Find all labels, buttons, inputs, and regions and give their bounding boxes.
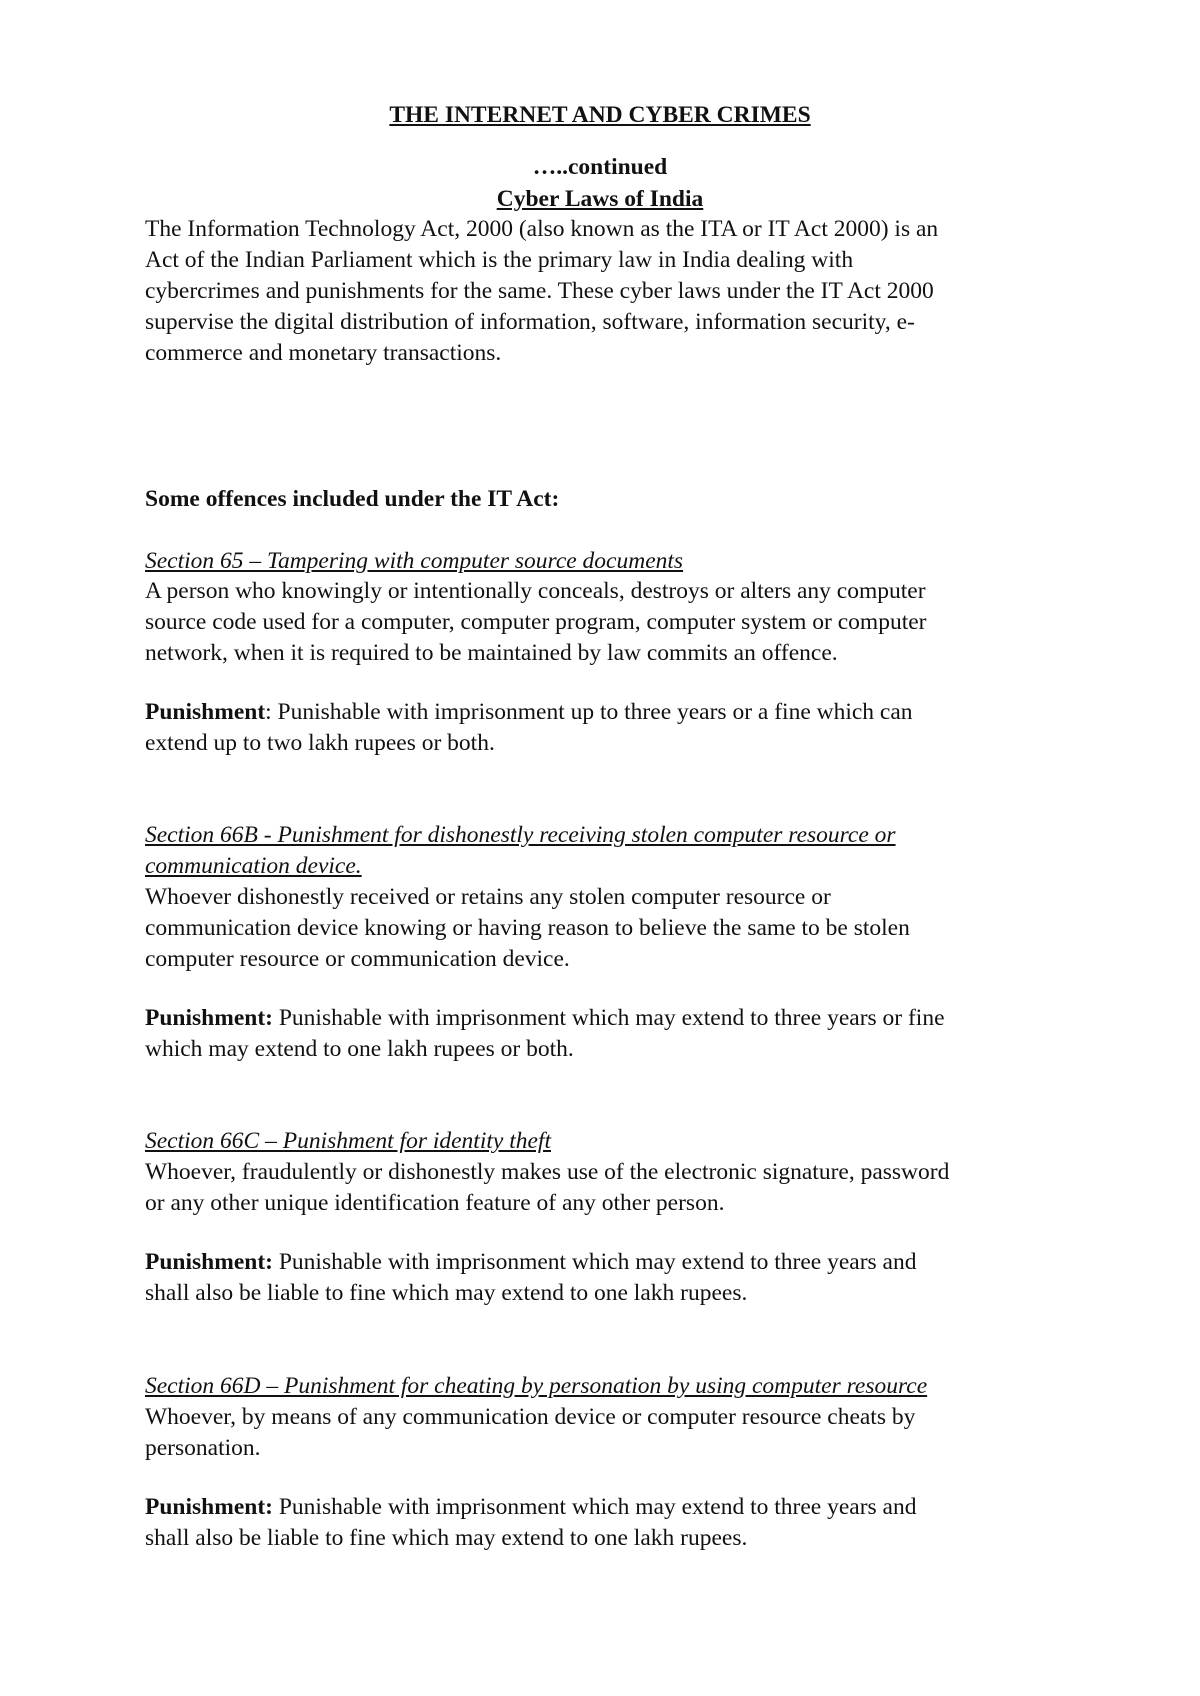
section-body-line: Whoever, fraudulently or dishonestly makes use of the electronic signature, password xyxy=(145,1159,950,1185)
section-body-line: personation. xyxy=(145,1435,261,1461)
section-body-line: Whoever, by means of any communication device or computer resource cheats by xyxy=(145,1404,916,1430)
document-title: THE INTERNET AND CYBER CRIMES xyxy=(389,102,811,128)
punishment-text: Punishable with imprisonment which may extend to three years or fine xyxy=(272,1005,945,1031)
punishment-line xyxy=(145,1247,916,1277)
punishment-label: Punishment xyxy=(145,699,266,725)
section-title: communication device. xyxy=(145,853,362,879)
section-title: Section 66D – Punishment for cheating by personation by using computer resource xyxy=(145,1373,928,1399)
intro-line: The Information Technology Act, 2000 (also known as the ITA or IT Act 2000) is an xyxy=(145,216,939,242)
intro-line: cybercrimes and punishments for the same. These cyber laws under the IT Act 2000 xyxy=(145,278,934,304)
punishment-text: Punishable with imprisonment which may extend to three years and xyxy=(272,1494,917,1520)
section-body-line: Whoever dishonestly received or retains any stolen computer resource or xyxy=(145,884,831,910)
punishment-text: : Punishable with imprisonment up to three years or a fine which can xyxy=(265,699,913,725)
punishment-label: Punishment: xyxy=(145,1249,273,1275)
intro-line: commerce and monetary transactions. xyxy=(145,340,502,366)
section-body-line: communication device knowing or having reason to believe the same to be stolen xyxy=(145,915,910,941)
section-title: Section 66B - Punishment for dishonestly receiving stolen computer resource or xyxy=(145,822,896,848)
section-title: Section 66C – Punishment for identity theft xyxy=(145,1128,551,1154)
section-body-line: network, when it is required to be maintained by law commits an offence. xyxy=(145,640,838,666)
punishment-line: shall also be liable to fine which may extend to one lakh rupees. xyxy=(145,1525,748,1551)
punishment-label: Punishment: xyxy=(145,1494,273,1520)
punishment-label: Punishment: xyxy=(145,1005,273,1031)
section-body-line: source code used for a computer, computer program, computer system or computer xyxy=(145,609,927,635)
punishment-line: which may extend to one lakh rupees or both. xyxy=(145,1036,574,1062)
punishment-line: shall also be liable to fine which may extend to one lakh rupees. xyxy=(145,1280,748,1306)
punishment-line xyxy=(145,1003,945,1033)
section-body-line: A person who knowingly or intentionally conceals, destroys or alters any computer xyxy=(145,578,926,604)
section-title: Section 65 – Tampering with computer source documents xyxy=(145,548,684,574)
punishment-line: extend up to two lakh rupees or both. xyxy=(145,730,495,756)
punishment-line xyxy=(145,1492,916,1522)
section-subtitle: Cyber Laws of India xyxy=(496,186,704,212)
continued-label: …..continued xyxy=(532,154,668,180)
section-body-line: computer resource or communication device. xyxy=(145,946,570,972)
offences-heading: Some offences included under the IT Act: xyxy=(145,486,560,512)
punishment-line xyxy=(145,697,913,727)
section-body-line: or any other unique identification feature of any other person. xyxy=(145,1190,725,1216)
intro-line: supervise the digital distribution of information, software, information security, e- xyxy=(145,309,915,335)
punishment-text: Punishable with imprisonment which may extend to three years and xyxy=(272,1249,917,1275)
intro-line: Act of the Indian Parliament which is the primary law in India dealing with xyxy=(145,247,854,273)
